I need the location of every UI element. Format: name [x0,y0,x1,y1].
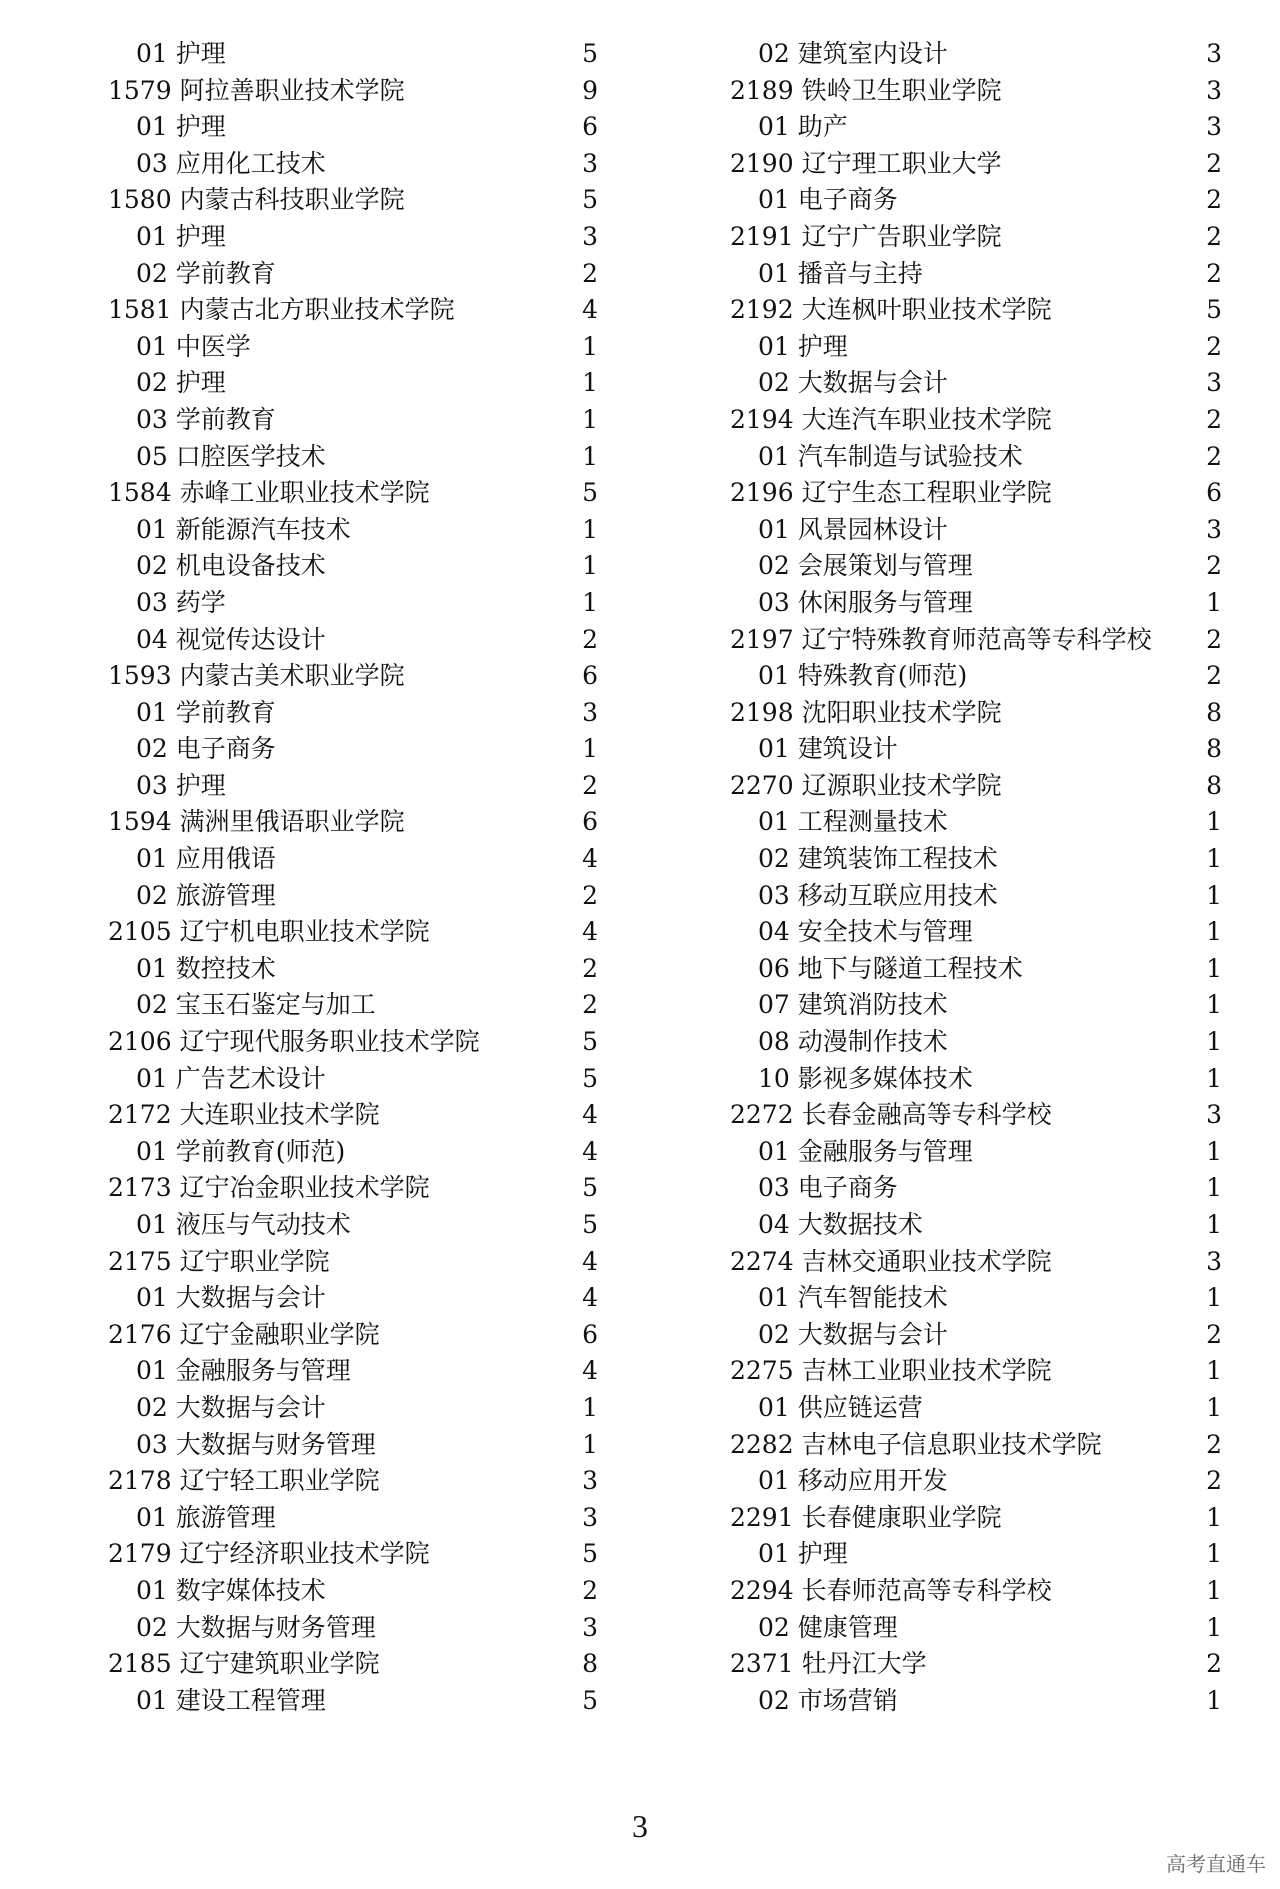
school-row [730,475,1222,512]
quota-count: 4 [582,1283,598,1313]
school-label: 2190 辽宁理工职业大学 [730,148,1002,178]
quota-count: 6 [582,807,598,837]
quota-count: 3 [1206,1100,1222,1130]
school-label: 2282 吉林电子信息职业技术学院 [730,1429,1102,1459]
major-label: 01 学前教育(师范) [136,1136,346,1166]
school-row [108,1646,598,1683]
major-label: 02 宝玉石鉴定与加工 [136,990,376,1020]
major-label: 03 应用化工技术 [136,148,326,178]
quota-count: 2 [1206,1319,1222,1349]
major-label: 01 液压与气动技术 [136,1210,351,1239]
school-label: 2198 沈阳职业技术学院 [730,697,1002,727]
quota-count: 1 [582,551,598,581]
major-label: 01 工程测量技术 [758,807,948,837]
quota-count: 2 [582,1575,598,1605]
major-row [730,1317,1222,1354]
major-label: 01 建设工程管理 [136,1685,326,1715]
school-row [108,914,598,951]
major-label: 01 特殊教育(师范) [758,661,968,691]
quota-count: 2 [1206,331,1222,361]
major-row [108,365,598,402]
major-label: 08 动漫制作技术 [758,1027,948,1057]
major-label: 02 旅游管理 [136,880,276,910]
quota-count: 2 [1206,404,1222,434]
major-label: 01 护理 [758,331,848,361]
major-label: 02 学前教育 [136,258,276,288]
school-row [108,1170,598,1207]
major-row [730,548,1222,585]
major-label: 01 护理 [136,221,226,251]
school-row [730,219,1222,256]
quota-count: 3 [1206,112,1222,142]
major-row [108,219,598,256]
quota-count: 8 [1206,734,1222,764]
major-label: 02 护理 [136,368,226,398]
quota-count: 1 [1206,1502,1222,1532]
major-row [730,1463,1222,1500]
quota-count: 5 [582,39,598,68]
school-row [730,1573,1222,1610]
school-row [730,1244,1222,1281]
major-label: 04 视觉传达设计 [136,624,326,654]
major-row [730,804,1222,841]
major-label: 01 供应链运营 [758,1392,923,1422]
major-label: 01 助产 [758,112,848,142]
major-label: 05 口腔医学技术 [136,441,326,471]
quota-count: 1 [1206,1539,1222,1569]
major-label: 01 电子商务 [758,185,898,215]
school-label: 1584 赤峰工业职业技术学院 [108,478,430,508]
quota-count: 2 [582,990,598,1020]
major-row [730,1024,1222,1061]
school-label: 2175 辽宁职业学院 [108,1246,330,1276]
quota-count: 1 [582,734,598,764]
left-column [108,36,598,1719]
quota-count: 1 [582,1429,598,1459]
school-row [730,1097,1222,1134]
major-label: 01 广告艺术设计 [136,1063,326,1093]
quota-count: 2 [1206,1649,1222,1679]
major-row [108,1134,598,1171]
major-row [730,365,1222,402]
major-row [108,768,598,805]
quota-count: 1 [582,514,598,544]
quota-count: 6 [582,112,598,142]
major-row [730,1390,1222,1427]
school-label: 2291 长春健康职业学院 [730,1502,1002,1532]
quota-count: 3 [1206,75,1222,105]
school-row [108,804,598,841]
school-label: 2189 铁岭卫生职业学院 [730,75,1002,105]
school-label: 2294 长春师范高等专科学校 [730,1575,1052,1605]
major-row [108,439,598,476]
quota-count: 4 [582,1356,598,1386]
major-row [108,987,598,1024]
major-label: 03 移动互联应用技术 [758,880,998,910]
school-label: 2371 牡丹江大学 [730,1649,927,1679]
major-row [108,1683,598,1720]
quota-count: 5 [1206,295,1222,325]
major-label: 07 建筑消防技术 [758,990,948,1020]
quota-count: 1 [1206,807,1222,837]
major-row [730,1134,1222,1171]
school-row [730,1646,1222,1683]
quota-count: 2 [1206,1429,1222,1459]
major-label: 01 汽车智能技术 [758,1283,948,1313]
quota-count: 1 [582,587,598,617]
major-label: 01 学前教育 [136,697,276,727]
major-label: 02 大数据与会计 [758,1319,948,1349]
major-row [108,585,598,622]
major-row [730,439,1222,476]
major-row [108,622,598,659]
major-row [730,256,1222,293]
school-row [730,146,1222,183]
quota-count: 1 [1206,1356,1222,1386]
school-row [730,73,1222,110]
major-row [730,914,1222,951]
school-label: 2173 辽宁冶金职业技术学院 [108,1173,430,1203]
school-label: 2179 辽宁经济职业技术学院 [108,1539,430,1569]
school-row [108,1536,598,1573]
major-row [730,841,1222,878]
major-row [108,951,598,988]
major-label: 01 旅游管理 [136,1502,276,1532]
major-row [108,329,598,366]
quota-count: 4 [582,1100,598,1130]
major-label: 03 休闲服务与管理 [758,587,973,617]
major-row [730,1207,1222,1244]
major-label: 02 市场营销 [758,1685,898,1715]
quota-count: 1 [582,368,598,398]
quota-count: 2 [1206,624,1222,654]
major-label: 02 机电设备技术 [136,551,326,581]
quota-count: 1 [1206,990,1222,1020]
quota-count: 1 [1206,1027,1222,1057]
major-row [730,1610,1222,1647]
quota-count: 2 [582,953,598,983]
school-row [108,73,598,110]
major-row [730,658,1222,695]
school-label: 2176 辽宁金融职业学院 [108,1319,380,1349]
quota-count: 3 [582,1466,598,1496]
quota-count: 3 [582,697,598,727]
page-number: 3 [632,1808,648,1844]
quota-count: 1 [582,441,598,471]
major-row [108,841,598,878]
major-label: 02 健康管理 [758,1612,898,1642]
quota-count: 3 [1206,368,1222,398]
major-label: 01 金融服务与管理 [136,1356,351,1386]
school-row [108,182,598,219]
quota-count: 4 [582,1136,598,1166]
school-row [730,292,1222,329]
quota-count: 8 [582,1649,598,1679]
quota-count: 1 [1206,1210,1222,1239]
major-label: 06 地下与隧道工程技术 [758,953,1023,983]
major-label: 01 汽车制造与试验技术 [758,441,1023,471]
major-row [108,731,598,768]
quota-count: 6 [1206,478,1222,508]
quota-count: 2 [582,258,598,288]
quota-count: 4 [582,917,598,947]
quota-count: 1 [1206,1685,1222,1715]
quota-count: 2 [1206,221,1222,251]
school-row [108,475,598,512]
school-row [730,1500,1222,1537]
major-label: 10 影视多媒体技术 [758,1063,973,1093]
quota-count: 3 [582,1502,598,1532]
quota-count: 1 [1206,1392,1222,1422]
major-row [730,109,1222,146]
quota-count: 3 [582,221,598,251]
major-label: 02 大数据与财务管理 [136,1612,376,1642]
major-row [730,182,1222,219]
major-label: 01 风景园林设计 [758,514,948,544]
quota-count: 3 [1206,514,1222,544]
quota-count: 1 [582,404,598,434]
quota-count: 1 [1206,1283,1222,1313]
quota-count: 1 [1206,844,1222,874]
quota-count: 5 [582,1539,598,1569]
major-row [108,1390,598,1427]
school-label: 2106 辽宁现代服务职业技术学院 [108,1027,480,1057]
major-row [108,1061,598,1098]
major-row [730,512,1222,549]
major-row [730,1061,1222,1098]
quota-count: 1 [1206,917,1222,947]
quota-count: 5 [582,185,598,215]
major-label: 01 大数据与会计 [136,1283,326,1313]
major-label: 01 护理 [758,1539,848,1569]
quota-count: 1 [1206,1063,1222,1093]
school-label: 2191 辽宁广告职业学院 [730,221,1002,251]
quota-count: 2 [1206,258,1222,288]
quota-count: 4 [582,295,598,325]
major-row [108,1427,598,1464]
major-label: 03 学前教育 [136,404,276,434]
school-row [108,1024,598,1061]
quota-count: 3 [1206,1246,1222,1276]
quota-count: 1 [582,1392,598,1422]
school-row [108,292,598,329]
quota-count: 2 [582,770,598,800]
school-label: 1594 满洲里俄语职业学院 [108,807,405,837]
quota-count: 1 [1206,1575,1222,1605]
major-label: 01 护理 [136,112,226,142]
major-label: 01 新能源汽车技术 [136,514,351,544]
right-column [730,36,1222,1719]
school-label: 2185 辽宁建筑职业学院 [108,1649,380,1679]
major-label: 03 护理 [136,770,226,800]
quota-count: 2 [582,880,598,910]
major-row [108,146,598,183]
major-label: 03 电子商务 [758,1173,898,1203]
quota-count: 1 [1206,953,1222,983]
major-label: 02 会展策划与管理 [758,551,973,581]
major-row [730,329,1222,366]
school-row [108,1463,598,1500]
major-label: 01 播音与主持 [758,258,923,288]
major-label: 01 建筑设计 [758,734,898,764]
major-row [730,1170,1222,1207]
school-row [730,1353,1222,1390]
quota-count: 1 [1206,1173,1222,1203]
quota-count: 5 [582,1063,598,1093]
major-row [730,36,1222,73]
major-row [730,1536,1222,1573]
major-label: 01 应用俄语 [136,844,276,874]
quota-count: 2 [1206,551,1222,581]
major-row [108,878,598,915]
quota-count: 2 [582,624,598,654]
major-label: 02 大数据与会计 [758,368,948,398]
major-row [730,731,1222,768]
major-row [108,1280,598,1317]
major-label: 02 电子商务 [136,734,276,764]
quota-count: 3 [582,148,598,178]
school-label: 2274 吉林交通职业技术学院 [730,1246,1052,1276]
school-row [730,1427,1222,1464]
quota-count: 4 [582,1246,598,1276]
school-label: 1580 内蒙古科技职业学院 [108,185,405,215]
quota-count: 2 [1206,441,1222,471]
major-label: 02 建筑装饰工程技术 [758,844,998,874]
school-row [108,1097,598,1134]
school-label: 2192 大连枫叶职业技术学院 [730,295,1052,325]
quota-count: 6 [582,1319,598,1349]
major-label: 01 金融服务与管理 [758,1136,973,1166]
major-row [108,1207,598,1244]
quota-count: 2 [1206,1466,1222,1496]
major-row [108,512,598,549]
school-row [108,658,598,695]
quota-count: 8 [1206,697,1222,727]
major-row [108,256,598,293]
school-label: 2272 长春金融高等专科学校 [730,1100,1052,1130]
school-row [730,402,1222,439]
major-row [108,695,598,732]
school-label: 2172 大连职业技术学院 [108,1100,380,1130]
quota-count: 1 [1206,1136,1222,1166]
quota-count: 2 [1206,148,1222,178]
school-label: 2270 辽源职业技术学院 [730,770,1002,800]
major-row [108,36,598,73]
school-label: 2196 辽宁生态工程职业学院 [730,478,1052,508]
watermark: 高考直通车 [1166,1852,1266,1876]
school-row [108,1317,598,1354]
quota-count: 5 [582,1027,598,1057]
quota-count: 5 [582,1685,598,1715]
school-label: 1581 内蒙古北方职业技术学院 [108,295,455,325]
quota-count: 3 [1206,39,1222,68]
quota-count: 9 [582,75,598,105]
major-label: 04 大数据技术 [758,1210,923,1239]
major-label: 01 数控技术 [136,953,276,983]
quota-count: 3 [582,1612,598,1642]
major-row [730,878,1222,915]
school-label: 1579 阿拉善职业技术学院 [108,75,405,105]
major-label: 04 安全技术与管理 [758,917,973,947]
major-label: 01 数字媒体技术 [136,1575,326,1605]
major-label: 03 药学 [136,587,226,617]
school-row [108,1244,598,1281]
school-row [730,695,1222,732]
major-row [730,987,1222,1024]
major-label: 01 护理 [136,39,226,68]
quota-count: 8 [1206,770,1222,800]
major-row [108,1610,598,1647]
quota-count: 1 [582,331,598,361]
quota-count: 6 [582,661,598,691]
major-label: 01 中医学 [136,331,251,361]
major-label: 02 建筑室内设计 [758,39,948,68]
school-label: 2275 吉林工业职业技术学院 [730,1356,1052,1386]
quota-count: 5 [582,1210,598,1239]
major-row [730,585,1222,622]
major-row [108,1573,598,1610]
quota-count: 4 [582,844,598,874]
quota-count: 2 [1206,661,1222,691]
quota-count: 1 [1206,880,1222,910]
major-row [108,1353,598,1390]
school-row [730,768,1222,805]
quota-count: 5 [582,478,598,508]
major-label: 01 移动应用开发 [758,1466,948,1496]
school-label: 2105 辽宁机电职业技术学院 [108,917,430,947]
major-row [730,951,1222,988]
school-label: 2197 辽宁特殊教育师范高等专科学校 [730,624,1152,654]
quota-count: 2 [1206,185,1222,215]
major-row [108,402,598,439]
school-row [730,622,1222,659]
school-label: 2194 大连汽车职业技术学院 [730,404,1052,434]
major-row [108,109,598,146]
major-row [108,548,598,585]
quota-count: 1 [1206,587,1222,617]
major-row [730,1683,1222,1720]
school-label: 1593 内蒙古美术职业学院 [108,661,405,691]
school-label: 2178 辽宁轻工职业学院 [108,1466,380,1496]
quota-count: 5 [582,1173,598,1203]
major-row [730,1280,1222,1317]
major-row [108,1500,598,1537]
major-label: 02 大数据与会计 [136,1392,326,1422]
quota-count: 1 [1206,1612,1222,1642]
major-label: 03 大数据与财务管理 [136,1429,376,1459]
